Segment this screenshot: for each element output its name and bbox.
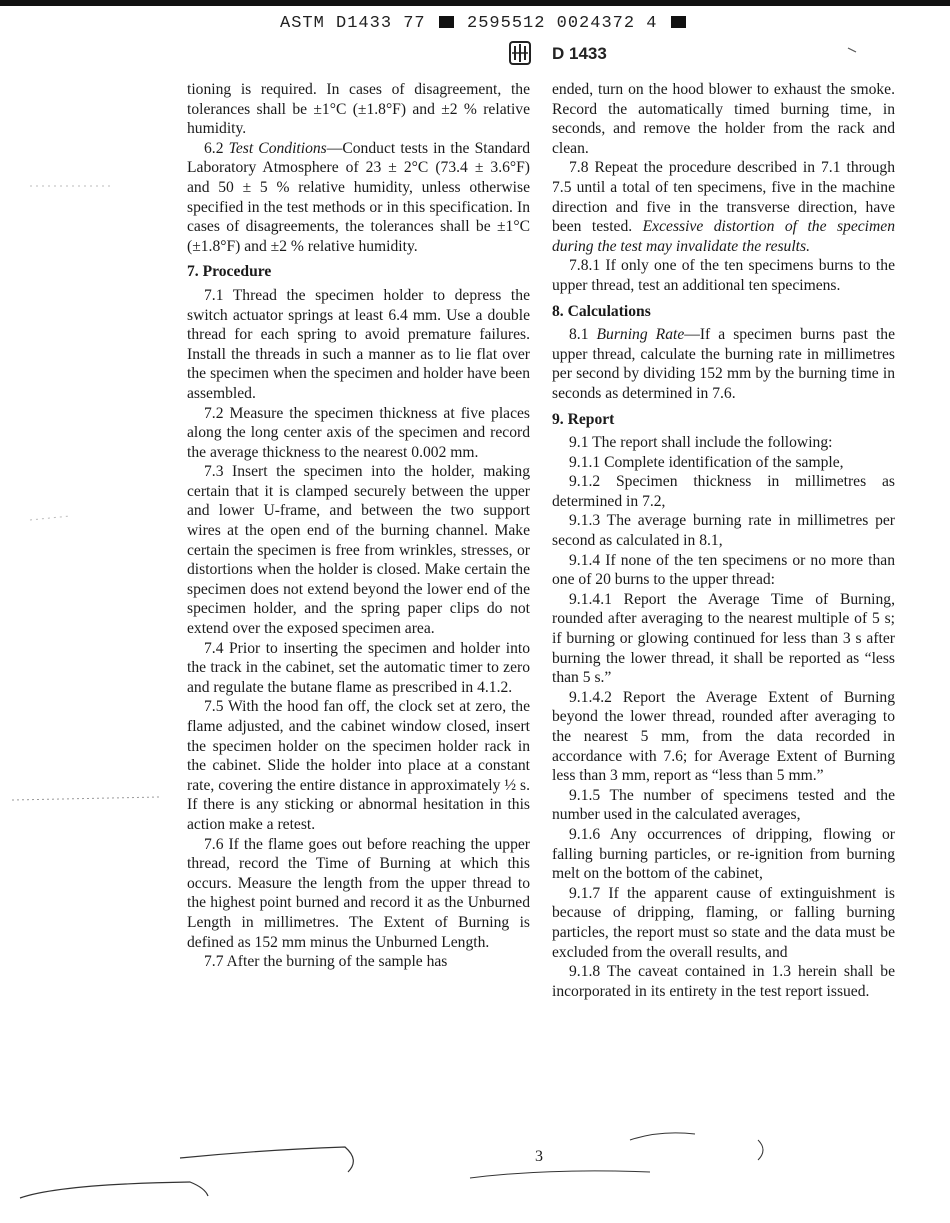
paragraph-8-1 [552,325,895,403]
paragraph-7-1: 7.1 Thread the specimen holder to depress the switch actuator springs at least 6.4 mm. Use a double thread for each spring to avoid premature failures. Install the threads in such a manner as to lie flat over the specimen when the specimen and holder have been assembled. [187,286,530,402]
paragraph-7-7: 7.7 After the burning of the sample has [204,953,448,971]
block-mark [671,16,686,28]
paragraph-7-2: 7.2 Measure the specimen thickness at five places along the long center axis of the specimen and record the average thickness to the nearest 0.002 mm. [187,404,530,461]
paragraph-9-1-6: 9.1.6 Any occurrences of dripping, flowing or falling burning particles, or re-ignition from burning melt on the bottom of the cabinet, [552,825,895,883]
heading-procedure: 7. Procedure [187,263,272,281]
heading-report: 9. Report [552,410,615,428]
paragraph-7-8-1: 7.8.1 If only one of the ten specimens burns to the upper thread, test an additional ten specimens. [552,257,895,294]
paragraph-text: —If a specimen burns past the upper thread, calculate the burning rate in millimetres per second by dividing 152 mm by the burning time in seconds as determined in 7.6. [552,326,895,402]
astm-code: ASTM D1433 77 [280,14,426,33]
paragraph-7-3: 7.3 Insert the specimen into the holder, making certain that it is clamped securely between the upper and lower U-frame, and between the two support wires at the open end of the burning channel. Make certain the specimen is free from wrinkles, stresses, or distortions when the holder is closed. Make certain the specimen does not extend beyond the lower end of the specimen holder, and the spring paper clips do not extend over the exposed specimen area. [187,463,530,638]
section-number: 8.1 [569,326,589,344]
paragraph-9-1: 9.1 The report shall include the following: [569,434,833,452]
paragraph-9-1-5: 9.1.5 The number of specimens tested and the number used in the calculated averages, [552,786,895,824]
astm-code-header [280,14,688,33]
paragraph-9-1-4: 9.1.4 If none of the ten specimens or no more than one of 20 burns to the upper thread: [552,551,895,589]
paragraph-9-1-4-2: 9.1.4.2 Report the Average Extent of Burning beyond the lower thread, rounded after averaging to the nearest 5 mm, from the data recorded in accordance with 7.6; for Average Extent of Burning less than 3 mm, report as “less than 5 mm.” [552,688,895,785]
paragraph-text: —Conduct tests in the Standard Laboratory Atmosphere of 23 ± 2°C (73.4 ± 3.6°F) and 50 ± 5 % relative humidity, unless otherwise specified in the test methods or in this specification. In cases of disagreements, the tolerances shall be ±1°C (±1.8°F) and ±2 % relative humidity. [187,139,530,255]
document-number: 2595512 0024372 4 [467,14,658,33]
section-number: 6.2 [204,139,224,157]
top-black-bar [0,0,950,6]
paragraph-9-1-3: 9.1.3 The average burning rate in millimetres per second as calculated in 8.1, [552,512,895,550]
heading-calculations: 8. Calculations [552,302,651,320]
paragraph-9-1-7: 9.1.7 If the apparent cause of extinguishment is because of dripping, flaming, or falling burning particles, the report must so state and the data must be excluded from the overall results, and [552,884,895,961]
paragraph-9-1-2: 9.1.2 Specimen thickness in millimetres as determined in 7.2, [552,473,895,510]
block-mark [439,16,454,28]
astm-logo-icon [509,40,531,66]
section-title: Burning Rate [596,326,685,344]
paragraph-6-1-continued: tioning is required. In cases of disagreement, the tolerances shall be ±1°C (±1.8°F) and ±2 % relative humidity. [187,81,530,138]
paragraph-7-6: 7.6 If the flame goes out before reaching the upper thread, record the Time of Burning at which this occurs. Measure the length from the upper thread to the highest point burned and record it as the Unburned Length in millimetres. The Extent of Burning is defined as 152 mm minus the Unburned Length. [187,835,530,951]
left-column [187,80,530,972]
right-column [552,80,895,1001]
page-number: 3 [535,1148,543,1165]
paragraph-9-1-8: 9.1.8 The caveat contained in 1.3 herein shall be incorporated in its entirety in the test report issued. [552,963,895,1000]
paragraph-7-7-continued: ended, turn on the hood blower to exhaust the smoke. Record the automatically timed burning time, in seconds, and remove the holder from the rack and clean. [552,81,895,157]
paragraph-9-1-1: 9.1.1 Complete identification of the sample, [569,453,844,471]
paragraph-7-5: 7.5 With the hood fan off, the clock set at zero, the flame adjusted, and the cabinet window closed, insert the specimen holder on the specimen holder rack in the cabinet. Slide the holder into place at a constant rate, covering the entire distance in approximately ½ s. If there is any sticking or abnormal hesitation in this action make a retest. [187,698,530,833]
paragraph-7-8 [552,158,895,256]
section-title: Test Conditions [228,139,327,157]
paragraph-7-4: 7.4 Prior to inserting the specimen and holder into the track in the cabinet, set the automatic timer to zero and regulate the butane flame as prescribed in 4.1.2. [187,639,530,696]
paragraph-text: 7.8 Repeat the procedure described in 7.1 through 7.5 until a total of ten specimens, five in the machine direction and five in the transverse direction, have been tested. [552,159,895,236]
italic-warning: Excessive distortion of the specimen during the test may invalidate the results. [552,218,895,255]
paragraph-6-2 [187,139,530,257]
paragraph-9-1-4-1: 9.1.4.1 Report the Average Time of Burning, rounded after averaging to the nearest multiple of 5 s; if burning or glowing continued for less than 3 s after burning the lower thread, it shall be reported as “less than 5 s.” [552,590,895,687]
standard-designation: D 1433 [552,44,607,63]
